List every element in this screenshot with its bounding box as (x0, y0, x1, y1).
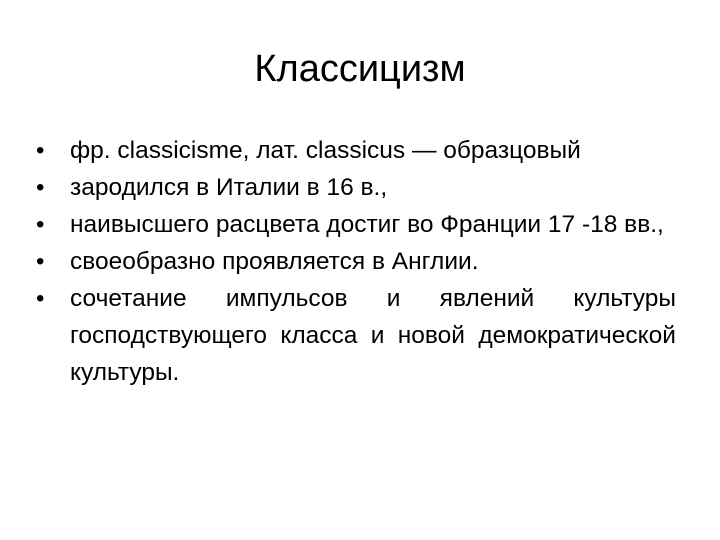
bullet-icon: • (36, 285, 45, 312)
bullet-item-england (36, 243, 676, 280)
bullet-item-peak (36, 206, 676, 243)
bullet-icon: • (36, 174, 45, 201)
bullet-text: сочетание импульсов и явлений культуры господствующего класса и новой демократической культуры. (70, 285, 676, 386)
bullet-text: фр. classicisme, лат. classicus — образцовый (70, 137, 581, 164)
bullet-item-origin (36, 169, 676, 206)
bullet-item-etymology (36, 132, 676, 169)
slide-title: Классицизм (254, 48, 466, 90)
bullet-text: зародился в Италии в 16 в., (70, 174, 388, 201)
bullet-icon: • (36, 248, 45, 275)
bullet-icon: • (36, 211, 45, 238)
bullet-list (36, 132, 676, 391)
bullet-icon: • (36, 137, 45, 164)
bullet-text: своеобразно проявляется в Англии. (70, 248, 479, 275)
bullet-item-synthesis (36, 280, 676, 391)
bullet-text: наивысшего расцвета достиг во Франции 17 -18 вв., (70, 211, 664, 238)
